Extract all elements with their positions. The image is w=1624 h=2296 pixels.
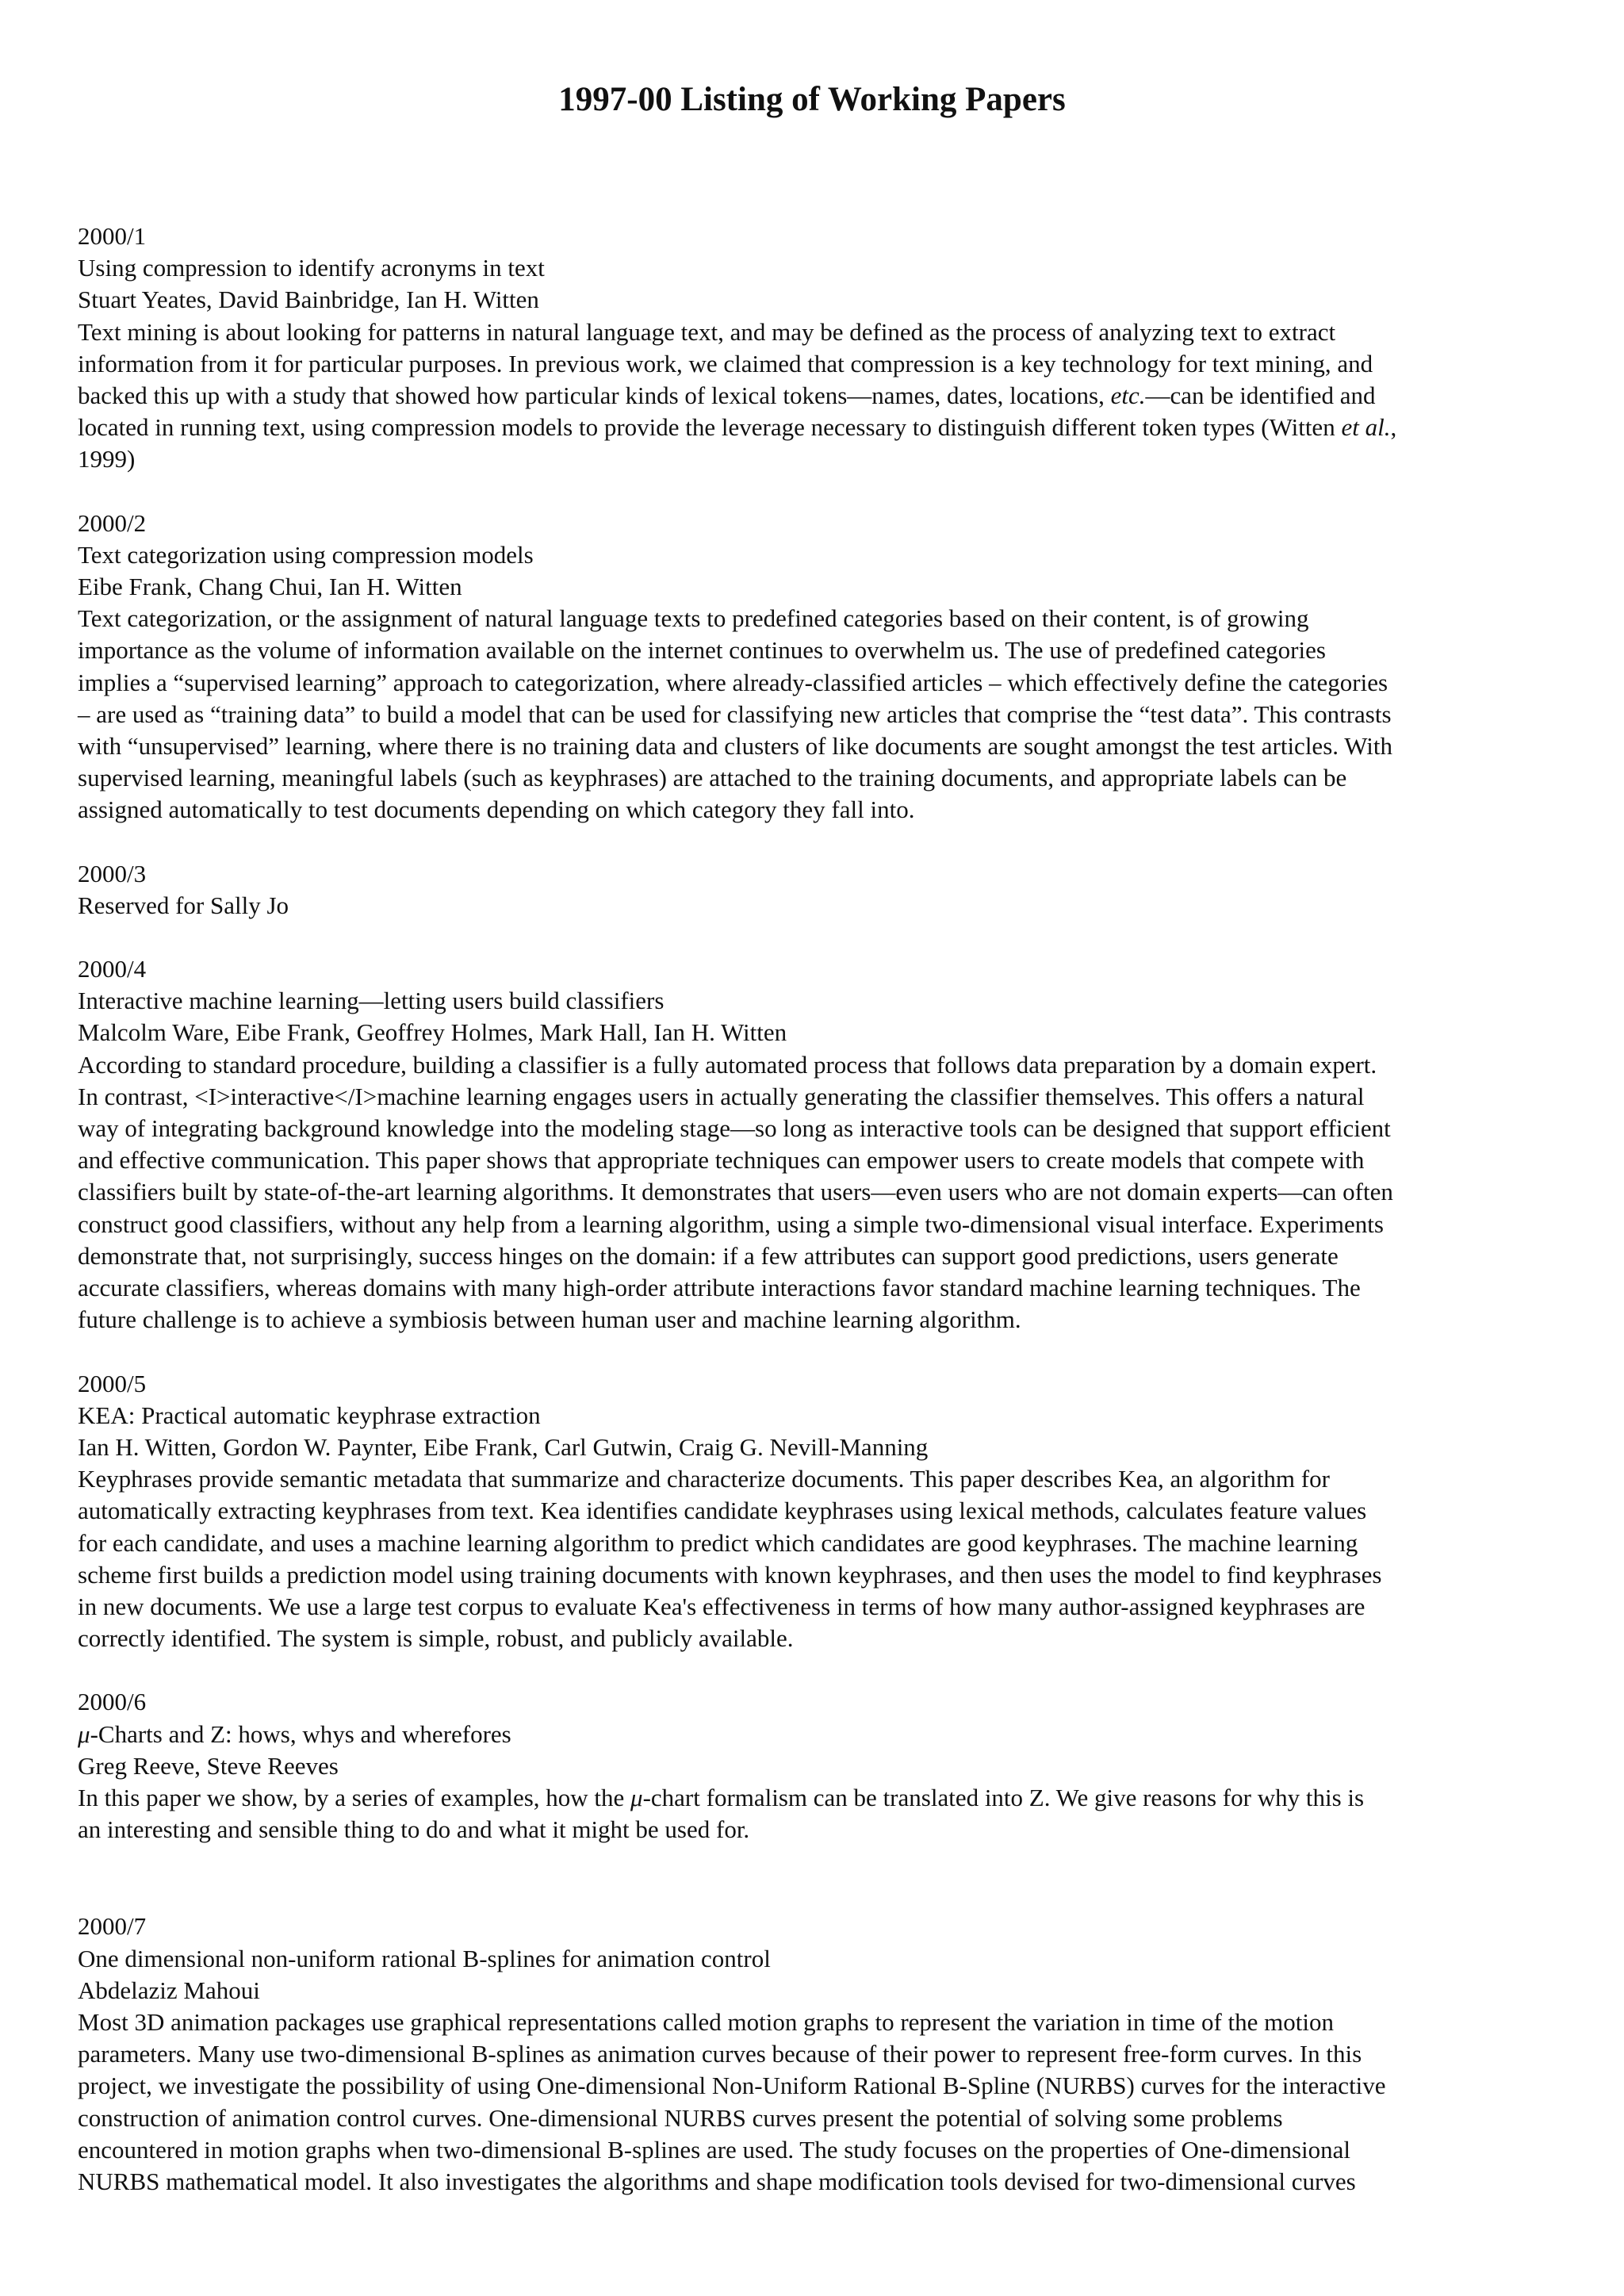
abstract-line: supervised learning, meaningful labels (such as keyphrases) are attached to the training documents, and appropriate labels can be bbox=[78, 764, 1347, 792]
abstract-line: NURBS mathematical model. It also investigates the algorithms and shape modification tools devised for two-dimensional curves bbox=[78, 2167, 1356, 2195]
abstract-text: located in running text, using compression models to provide the leverage necessary to distinguish different token types (Witten bbox=[78, 413, 1342, 442]
abstract-line bbox=[78, 380, 1568, 412]
abstract-line: In contrast, <I>interactive</I>machine learning engages users in actually generating the classifier themselves. This offers a natural bbox=[78, 1082, 1365, 1110]
paper-authors: Stuart Yeates, David Bainbridge, Ian H. Witten bbox=[78, 286, 539, 314]
abstract-text: backed this up with a study that showed how particular kinds of lexical tokens—names, dates, locations, bbox=[78, 381, 1111, 410]
abstract-italic: et al. bbox=[1341, 413, 1391, 442]
abstract-line: in new documents. We use a large test corpus to evaluate Kea's effectiveness in terms of how many author-assigned keyphrases are bbox=[78, 1592, 1365, 1620]
paper-id: 2000/2 bbox=[78, 508, 147, 537]
abstract-line: assigned automatically to test documents depending on which category they fall into. bbox=[78, 795, 915, 824]
mu-symbol: μ bbox=[630, 1783, 643, 1811]
paper-title-text: -Charts and Z: hows, whys and wherefores bbox=[90, 1719, 511, 1748]
abstract-line: construction of animation control curves. One-dimensional NURBS curves present the potential of solving some problems bbox=[78, 2103, 1283, 2132]
abstract-text: —can be identified and bbox=[1145, 381, 1376, 410]
paper-id: 2000/7 bbox=[78, 1912, 147, 1941]
paper-entry-2000-2 bbox=[78, 508, 1568, 826]
page-title: 1997-00 Listing of Working Papers bbox=[558, 81, 1066, 118]
paper-entry-2000-1 bbox=[78, 220, 1568, 476]
abstract-text: In this paper we show, by a series of examples, how the bbox=[78, 1783, 631, 1811]
abstract-text: -chart formalism can be translated into Z. We give reasons for why this is bbox=[642, 1783, 1365, 1811]
paper-title bbox=[78, 1719, 1568, 1750]
abstract-line: 1999) bbox=[78, 445, 136, 473]
paper-entry-2000-6 bbox=[78, 1686, 1568, 1846]
abstract-line: for each candidate, and uses a machine learning algorithm to predict which candidates are good keyphrases. The machine learning bbox=[78, 1528, 1358, 1557]
abstract-line bbox=[78, 1782, 1568, 1814]
paper-entry-2000-4 bbox=[78, 953, 1568, 1336]
paper-title: Using compression to identify acronyms in text bbox=[78, 254, 545, 282]
working-papers-list bbox=[78, 220, 1568, 2198]
abstract-line: Text categorization, or the assignment of natural language texts to predefined categories based on their content, is of growing bbox=[78, 604, 1309, 633]
paper-abstract bbox=[78, 1049, 1568, 1336]
abstract-line: with “unsupervised” learning, where there is no training data and clusters of like documents are sought amongst the test articles. With bbox=[78, 732, 1392, 761]
abstract-text: , bbox=[1390, 413, 1397, 442]
paper-entry-2000-3 bbox=[78, 858, 1568, 922]
abstract-line: an interesting and sensible thing to do and what it might be used for. bbox=[78, 1815, 750, 1844]
abstract-line: parameters. Many use two-dimensional B-splines as animation curves because of their power to represent free-form curves. In this bbox=[78, 2040, 1362, 2068]
paper-authors: Abdelaziz Mahoui bbox=[78, 1976, 260, 2004]
abstract-line: Most 3D animation packages use graphical representations called motion graphs to represent the variation in time of the motion bbox=[78, 2007, 1334, 2036]
abstract-line: accurate classifiers, whereas domains with many high-order attribute interactions favor standard machine learning techniques. The bbox=[78, 1274, 1361, 1302]
abstract-line: importance as the volume of information available on the internet continues to overwhelm us. The use of predefined categories bbox=[78, 636, 1326, 665]
paper-id: 2000/3 bbox=[78, 859, 147, 887]
paper-authors: Greg Reeve, Steve Reeves bbox=[78, 1751, 339, 1780]
abstract-line: encountered in motion graphs when two-dimensional B-splines are used. The study focuses on the properties of One-dimensional bbox=[78, 2135, 1351, 2164]
abstract-line: According to standard procedure, building a classifier is a fully automated process that follows data preparation by a domain expert. bbox=[78, 1050, 1377, 1079]
paper-authors: Malcolm Ware, Eibe Frank, Geoffrey Holmes, Mark Hall, Ian H. Witten bbox=[78, 1018, 787, 1047]
paper-abstract bbox=[78, 1463, 1568, 1654]
paper-id: 2000/5 bbox=[78, 1369, 147, 1397]
abstract-line: automatically extracting keyphrases from text. Kea identifies candidate keyphrases using lexical methods, calculates feature values bbox=[78, 1497, 1367, 1525]
paper-title: Interactive machine learning—letting users build classifiers bbox=[78, 987, 665, 1015]
abstract-italic: etc. bbox=[1110, 381, 1146, 410]
paper-entry-2000-5 bbox=[78, 1368, 1568, 1655]
abstract-line: project, we investigate the possibility of using One-dimensional Non-Uniform Rational B-Spline (NURBS) curves for the interactive bbox=[78, 2072, 1386, 2100]
abstract-line: implies a “supervised learning” approach to categorization, where already-classified articles – which effectively define the categories bbox=[78, 668, 1388, 696]
abstract-line bbox=[78, 412, 1568, 443]
paper-title: One dimensional non-uniform rational B-splines for animation control bbox=[78, 1944, 771, 1972]
paper-authors: Eibe Frank, Chang Chui, Ian H. Witten bbox=[78, 573, 462, 601]
abstract-line: construct good classifiers, without any help from a learning algorithm, using a simple two-dimensional visual interface. Experiments bbox=[78, 1209, 1384, 1238]
abstract-line: and effective communication. This paper shows that appropriate techniques can empower users to create models that compete with bbox=[78, 1146, 1365, 1175]
paper-title: KEA: Practical automatic keyphrase extraction bbox=[78, 1401, 541, 1429]
abstract-line: way of integrating background knowledge into the modeling stage—so long as interactive tools can be designed that support efficient bbox=[78, 1114, 1391, 1143]
paper-title: Text categorization using compression models bbox=[78, 540, 534, 569]
abstract-line: demonstrate that, not surprisingly, success hinges on the domain: if a few attributes can support good predictions, users generate bbox=[78, 1241, 1339, 1270]
abstract-line: scheme first builds a prediction model using training documents with known keyphrases, and then uses the model to find keyphrases bbox=[78, 1560, 1382, 1589]
paper-authors: Ian H. Witten, Gordon W. Paynter, Eibe Frank, Carl Gutwin, Craig G. Nevill-Manning bbox=[78, 1432, 929, 1461]
paper-title: Reserved for Sally Jo bbox=[78, 891, 289, 919]
paper-abstract bbox=[78, 603, 1568, 826]
paper-entry-2000-7 bbox=[78, 1911, 1568, 2198]
paper-id: 2000/1 bbox=[78, 222, 147, 250]
paper-id: 2000/6 bbox=[78, 1688, 147, 1716]
abstract-line: classifiers built by state-of-the-art learning algorithms. It demonstrates that users—even users who are not domain experts—can often bbox=[78, 1178, 1393, 1206]
paper-abstract bbox=[78, 2007, 1568, 2198]
abstract-line: – are used as “training data” to build a model that can be used for classifying new articles that comprise the “test data”. This contrasts bbox=[78, 700, 1392, 728]
abstract-line: Keyphrases provide semantic metadata that summarize and characterize documents. This paper describes Kea, an algorithm for bbox=[78, 1465, 1330, 1493]
paper-abstract bbox=[78, 316, 1568, 476]
paper-id: 2000/4 bbox=[78, 955, 147, 983]
abstract-line: Text mining is about looking for patterns in natural language text, and may be defined as the process of analyzing text to extract bbox=[78, 317, 1336, 346]
mu-symbol: μ bbox=[78, 1719, 90, 1748]
abstract-line: correctly identified. The system is simple, robust, and publicly available. bbox=[78, 1624, 794, 1653]
paper-abstract bbox=[78, 1782, 1568, 1846]
abstract-line: future challenge is to achieve a symbiosis between human user and machine learning algorithm. bbox=[78, 1305, 1021, 1334]
abstract-line: information from it for particular purposes. In previous work, we claimed that compression is a key technology for text mining, and bbox=[78, 349, 1373, 378]
